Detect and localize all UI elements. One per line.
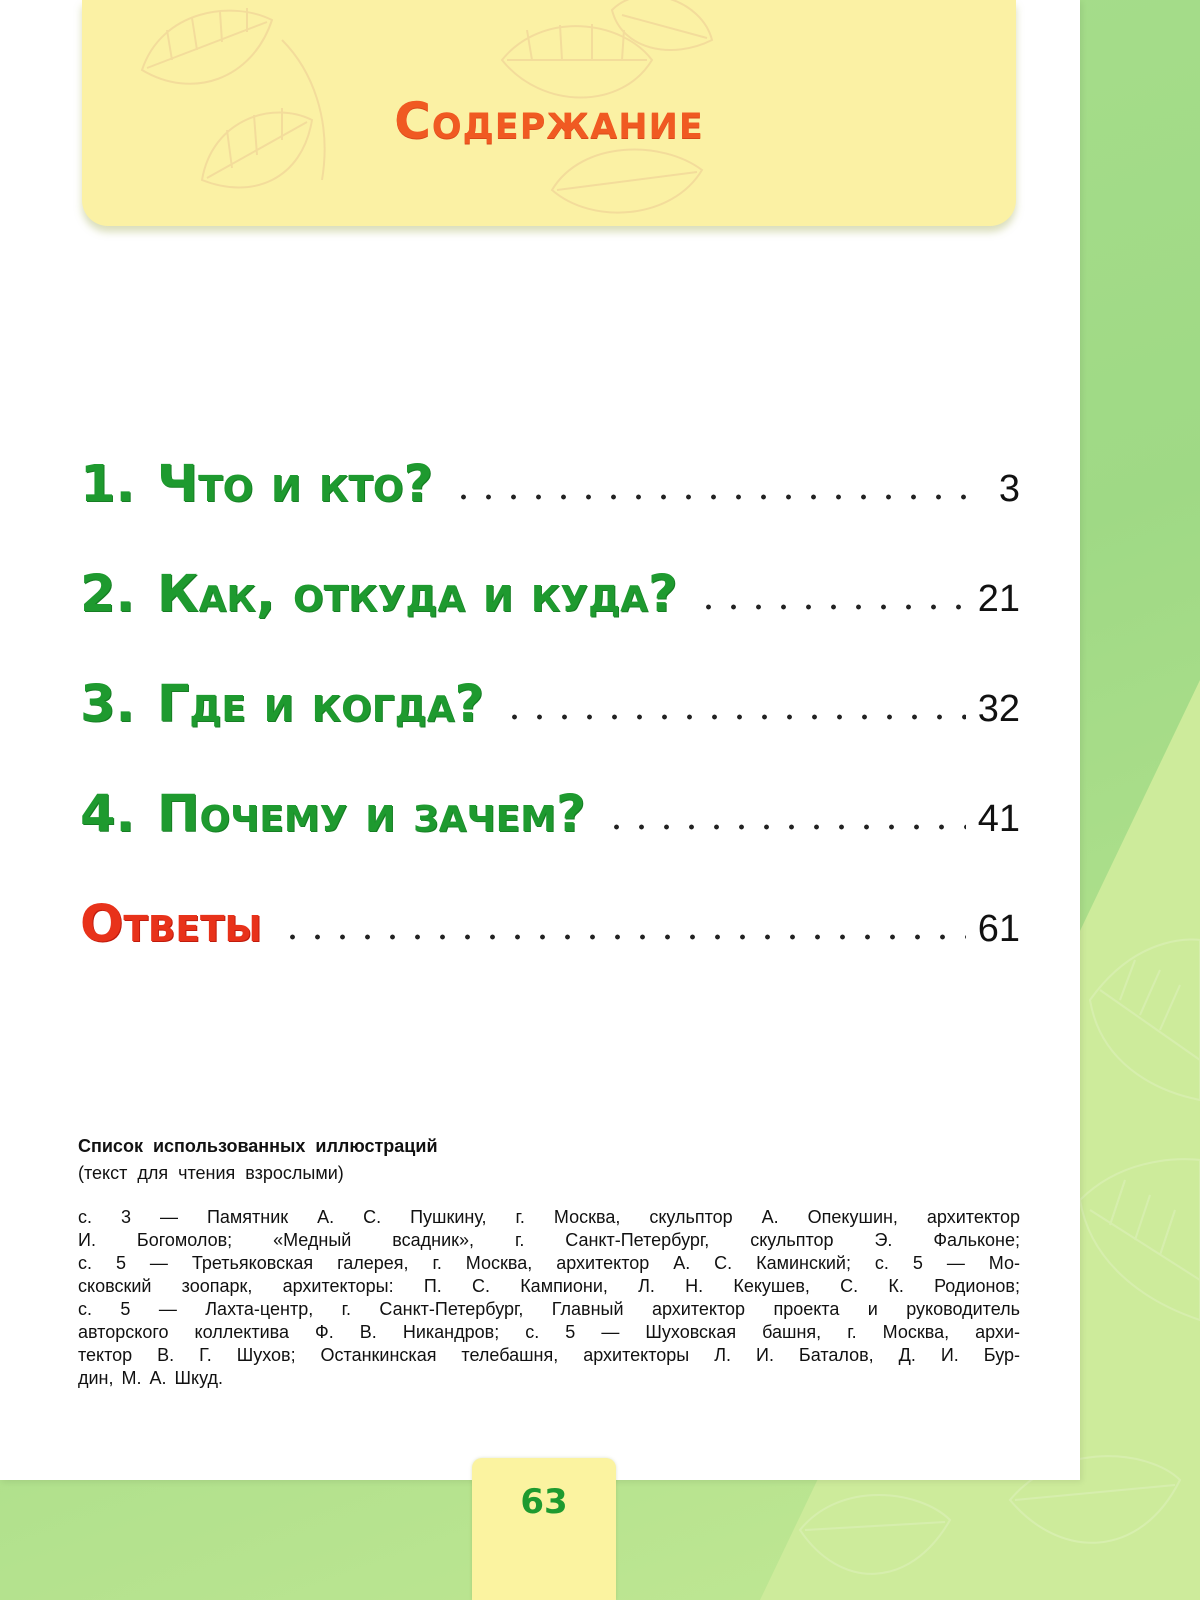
toc-entry-answers[interactable] [80, 870, 1020, 954]
header-banner [82, 0, 1016, 226]
toc-entry-page: 61 [977, 908, 1020, 950]
page-number-tab [472, 1458, 616, 1600]
credits-line: авторского коллектива Ф. В. Никандров; с. 5 — Шуховская башня, г. Москва, архи- [78, 1322, 1020, 1342]
toc-entry-page: 32 [977, 688, 1020, 730]
toc-entry-label: Как, откуда и куда? [156, 565, 678, 624]
toc-leader-dots [502, 712, 966, 722]
credits-line: с. 5 — Третьяковская галерея, г. Москва, архитектор А. С. Каминский; с. 5 — Мо- [78, 1253, 1020, 1273]
toc-entry-number: 3. [80, 675, 135, 734]
page-title: Содержание [394, 92, 704, 150]
toc-entry-page: 3 [998, 468, 1020, 510]
toc-entry-1[interactable] [80, 430, 1020, 514]
toc-entry-3[interactable] [80, 650, 1020, 734]
credits-line: И. Богомолов; «Медный всадник», г. Санкт-Петербург, скульптор Э. Фальконе; [78, 1230, 1020, 1250]
credits-line: дин, М. А. Шкуд. [78, 1368, 223, 1388]
toc-leader-dots [696, 602, 966, 612]
toc-leader-dots [280, 932, 966, 942]
toc-entry-page: 41 [977, 798, 1020, 840]
toc-entry-number: 2. [80, 565, 135, 624]
toc-entry-label: Где и когда? [156, 675, 485, 734]
toc-entry-number: 1. [80, 455, 135, 514]
illustration-credits [78, 1136, 1020, 1390]
credits-line: тектор В. Г. Шухов; Останкинская телебашня, архитекторы Л. И. Баталов, Д. И. Бур- [78, 1345, 1020, 1365]
toc-entry-number: 4. [80, 785, 135, 844]
credits-subtitle: (текст для чтения взрослыми) [78, 1163, 344, 1183]
toc-entry-page: 21 [977, 578, 1020, 620]
credits-body [78, 1206, 1020, 1390]
credits-line: с. 5 — Лахта-центр, г. Санкт-Петербург, Главный архитектор проекта и руководитель [78, 1299, 1020, 1319]
page-number: 63 [520, 1482, 568, 1522]
toc-entry-label: Ответы [80, 895, 262, 954]
toc-leader-dots [451, 492, 968, 502]
toc-entry-label: Почему и зачем? [156, 785, 586, 844]
toc-entry-label: Что и кто? [156, 455, 434, 514]
credits-line: сковский зоопарк, архитекторы: П. С. Кампиони, Л. Н. Кекушев, С. К. Родионов; [78, 1276, 1020, 1296]
toc-entry-2[interactable] [80, 540, 1020, 624]
toc-leader-dots [604, 822, 966, 832]
credits-line: с. 3 — Памятник А. С. Пушкину, г. Москва, скульптор А. Опекушин, архитектор [78, 1207, 1020, 1227]
toc-entry-4[interactable] [80, 760, 1020, 844]
credits-title: Список использованных иллюстраций [78, 1136, 438, 1156]
